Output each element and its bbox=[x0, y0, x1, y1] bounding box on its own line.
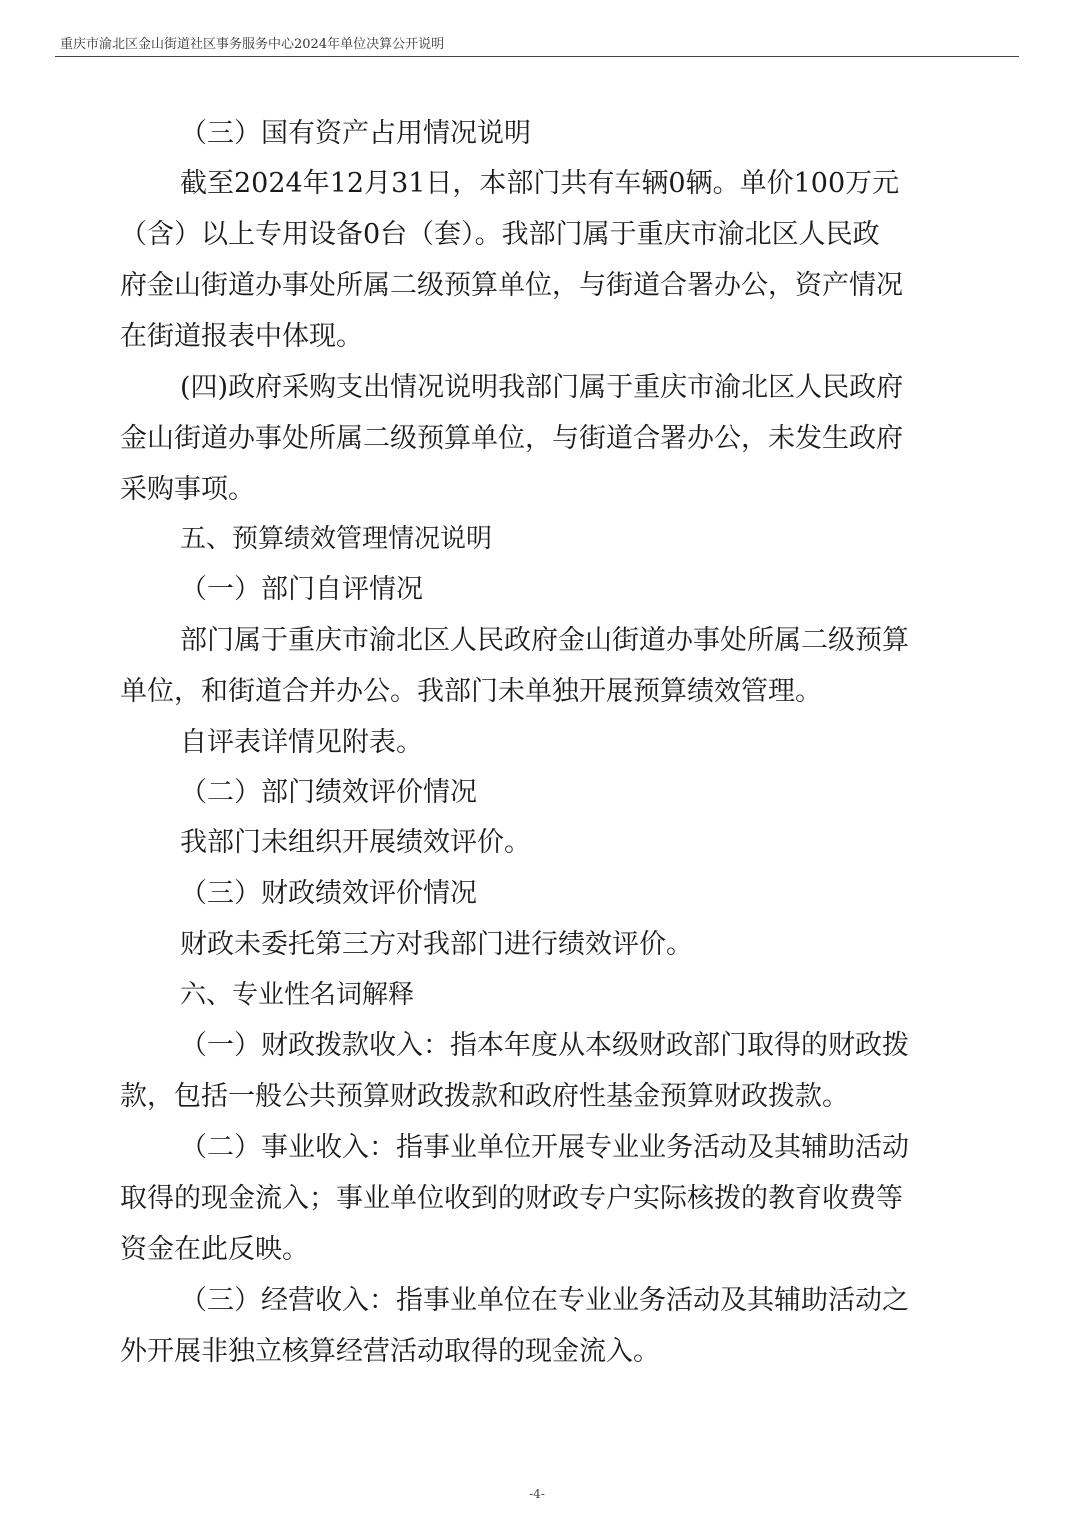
section-heading: 六、专业性名词解释 bbox=[180, 980, 415, 1010]
paragraph-line: （二）事业收入：指事业单位开展专业业务活动及其辅助活动 bbox=[180, 1132, 909, 1163]
paragraph-line: （含）以上专用设备0台（套）。我部门属于重庆市渝北区人民政 bbox=[120, 219, 880, 250]
page-number: -4- bbox=[529, 1487, 545, 1501]
header-title: 重庆市渝北区金山街道社区事务服务中心2024年单位决算公开说明 bbox=[60, 37, 445, 52]
paragraph-line: 单位，和街道合并办公。我部门未单独开展预算绩效管理。 bbox=[120, 676, 822, 707]
paragraph-line: 款，包括一般公共预算财政拨款和政府性基金预算财政拨款。 bbox=[120, 1081, 849, 1112]
paragraph-line: 截至2024年12月31日，本部门共有车辆0辆。单价100万元 bbox=[180, 168, 900, 199]
paragraph-line: 我部门未组织开展绩效评价。 bbox=[180, 827, 531, 858]
paragraph-line: （三）经营收入：指事业单位在专业业务活动及其辅助活动之 bbox=[180, 1285, 909, 1316]
subsection-heading: （一）部门自评情况 bbox=[180, 574, 423, 605]
paragraph-line: 部门属于重庆市渝北区人民政府金山街道办事处所属二级预算 bbox=[180, 625, 909, 656]
paragraph-line: 取得的现金流入；事业单位收到的财政专户实际核拨的教育收费等 bbox=[120, 1183, 903, 1214]
subsection-heading: （三）财政绩效评价情况 bbox=[180, 878, 477, 909]
section-heading: 五、预算绩效管理情况说明 bbox=[180, 524, 493, 554]
subsection-heading: （二）部门绩效评价情况 bbox=[180, 777, 477, 808]
paragraph-line: (四)政府采购支出情况说明我部门属于重庆市渝北区人民政府 bbox=[180, 372, 904, 403]
paragraph-line: 在街道报表中体现。 bbox=[120, 321, 363, 352]
paragraph-line: 财政未委托第三方对我部门进行绩效评价。 bbox=[180, 929, 693, 960]
paragraph-line: （一）财政拨款收入：指本年度从本级财政部门取得的财政拨 bbox=[180, 1030, 909, 1061]
paragraph-line: 府金山街道办事处所属二级预算单位，与街道合署办公，资产情况 bbox=[120, 270, 903, 301]
header-divider bbox=[55, 56, 1019, 57]
paragraph-line: 资金在此反映。 bbox=[120, 1234, 309, 1265]
paragraph-line: 采购事项。 bbox=[120, 474, 255, 505]
paragraph-line: 外开展非独立核算经营活动取得的现金流入。 bbox=[120, 1336, 660, 1367]
section-heading: （三）国有资产占用情况说明 bbox=[180, 118, 531, 149]
paragraph-line: 金山街道办事处所属二级预算单位，与街道合署办公，未发生政府 bbox=[120, 423, 903, 454]
paragraph-line: 自评表详情见附表。 bbox=[180, 727, 423, 758]
